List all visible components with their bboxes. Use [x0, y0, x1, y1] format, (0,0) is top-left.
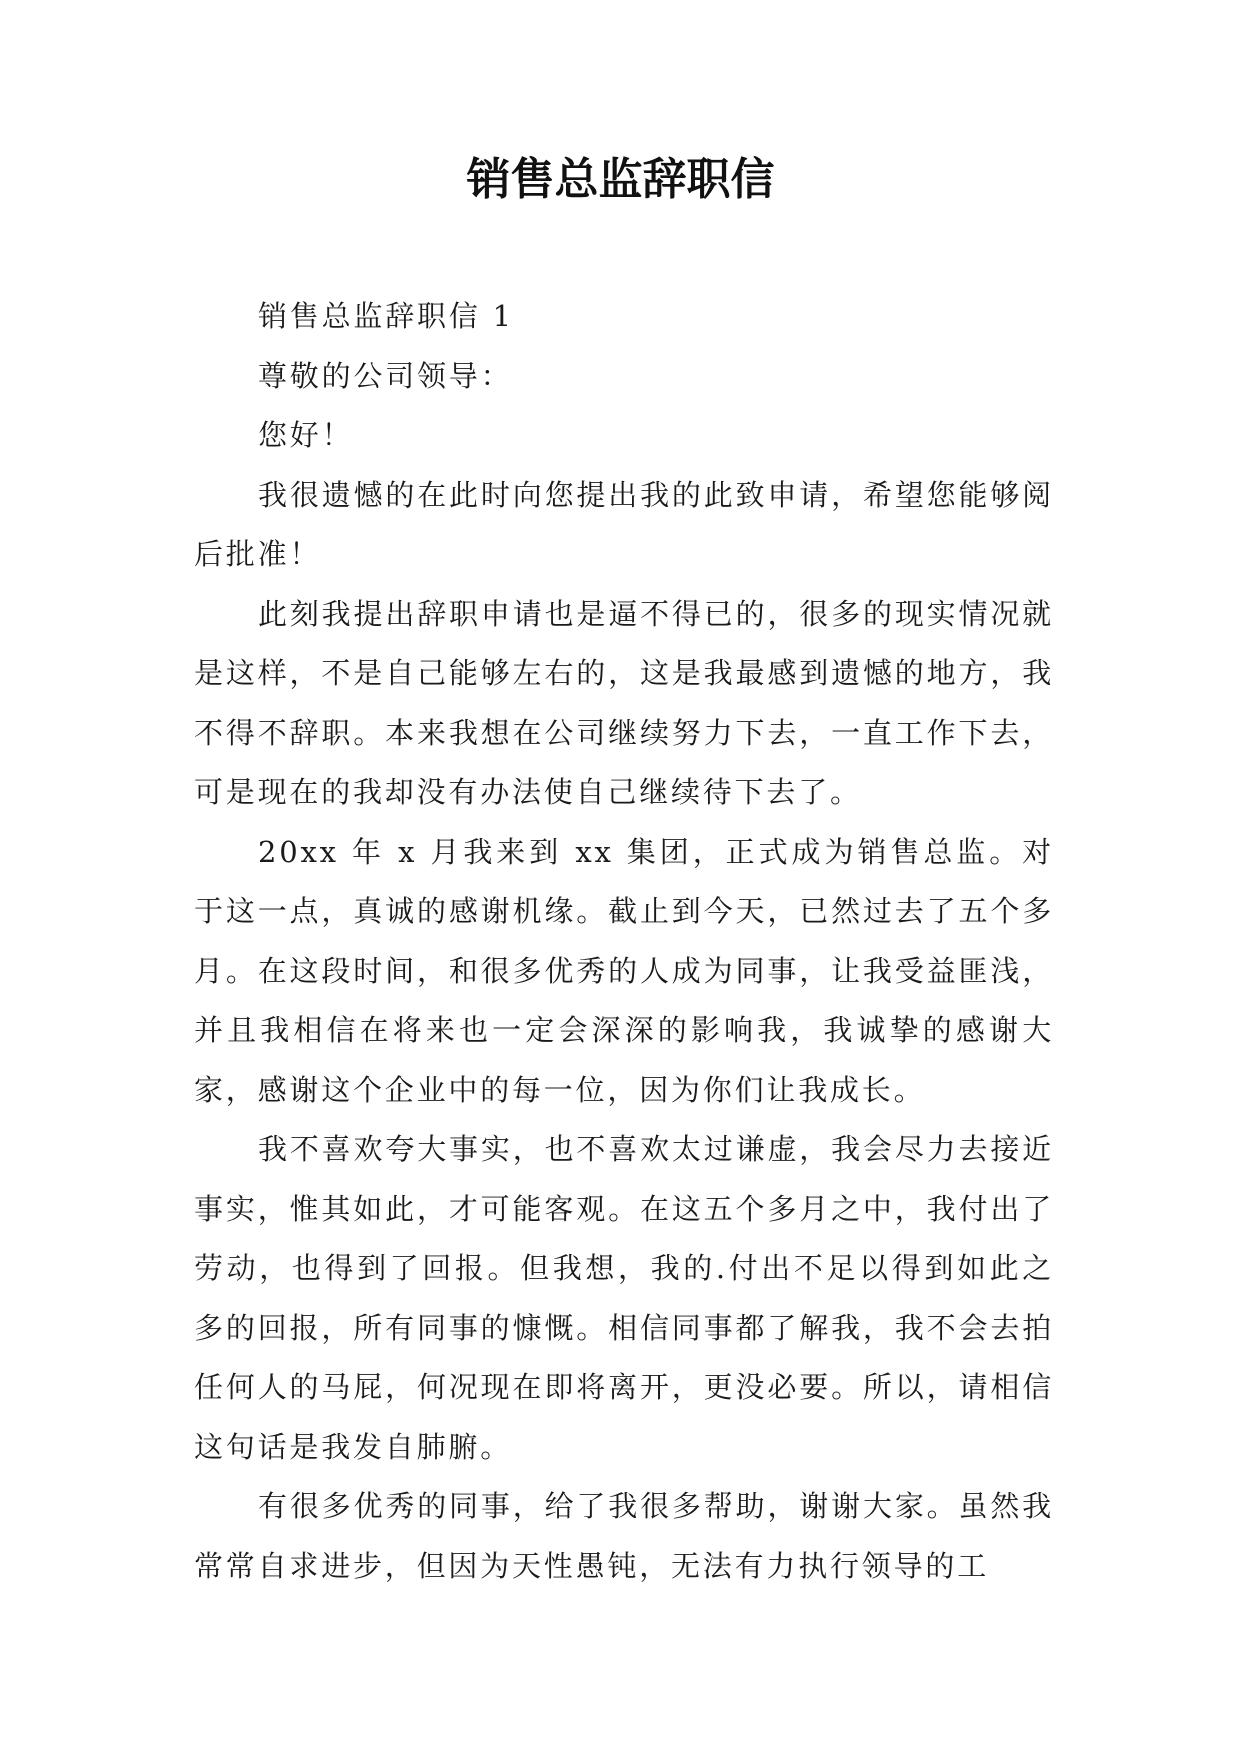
paragraph-salutation: 尊敬的公司领导： — [258, 358, 513, 393]
paragraph: 我不喜欢夸大事实，也不喜欢太过谦虚，我会尽力去接近事实，惟其如此，才可能客观。在这五个多月之中，我付出了劳动，也得到了回报。但我想，我的.付出不足以得到如此之多的回报，所有同事的慷慨。相信同事都了解我，我不会去拍任何人的马屁，何况现在即将离开，更没必要。所以，请相信这句话是我发自肺腑。 — [194, 1132, 1054, 1464]
paragraph: 20xx 年 x 月我来到 xx 集团，正式成为销售总监。对于这一点，真诚的感谢机缘。截止到今天，已然过去了五个多月。在这段时间，和很多优秀的人成为同事，让我受益匪浅，并且我相信在将来也一定会深深的影响我，我诚挚的感谢大家，感谢这个企业中的每一位，因为你们让我成长。 — [194, 834, 1054, 1107]
paragraph-heading: 销售总监辞职信 1 — [258, 299, 514, 333]
document-body — [194, 287, 1054, 1596]
paragraph: 此刻我提出辞职申请也是逼不得已的，很多的现实情况就是这样，不是自己能够左右的，这是我最感到遗憾的地方，我不得不辞职。本来我想在公司继续努力下去，一直工作下去，可是现在的我却没有办法使自己继续待下去了。 — [194, 596, 1054, 809]
document-title: 销售总监辞职信 — [466, 154, 775, 205]
paragraph: 我很遗憾的在此时向您提出我的此致申请，希望您能够阅后批准！ — [194, 477, 1054, 571]
paragraph-greeting: 您好！ — [258, 418, 354, 452]
paragraph: 有很多优秀的同事，给了我很多帮助，谢谢大家。虽然我常常自求进步，但因为天性愚钝，无法有力执行领导的工 — [194, 1489, 1054, 1583]
